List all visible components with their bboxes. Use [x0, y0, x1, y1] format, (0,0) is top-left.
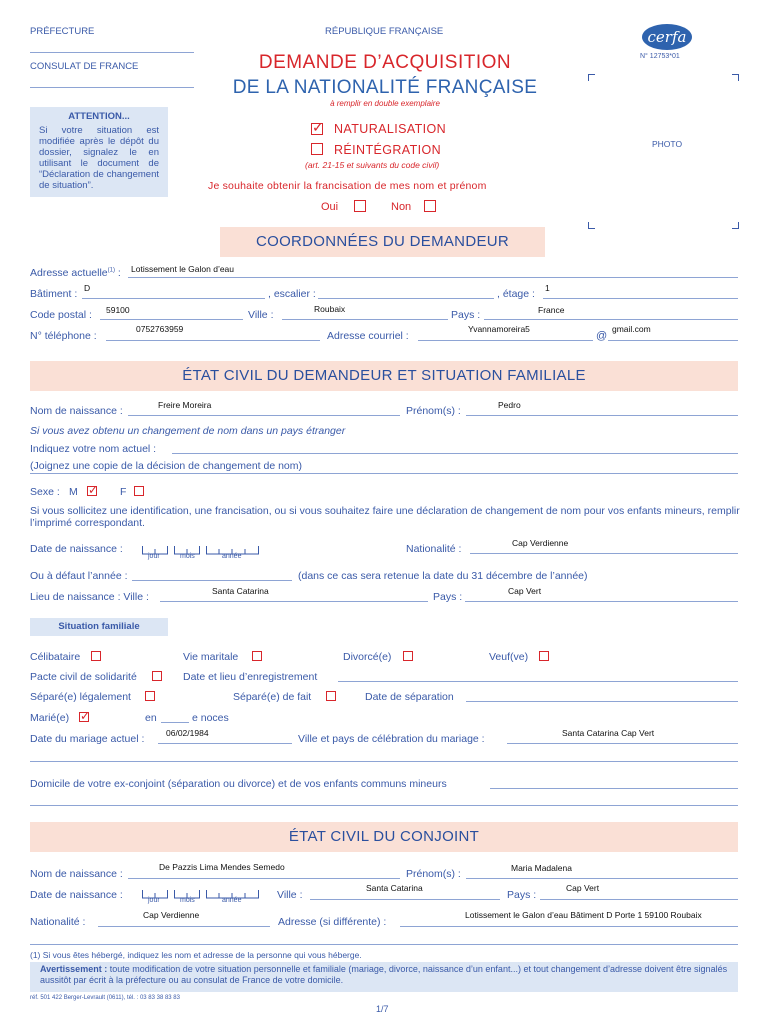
prefecture-label: PRÉFECTURE: [30, 26, 95, 37]
photo-corner-tl: [588, 74, 595, 81]
divorce-checkbox[interactable]: [403, 651, 413, 661]
conjoint-pays-value[interactable]: Cap Vert: [566, 883, 600, 893]
separe-fait-label: Séparé(e) de fait: [233, 691, 312, 703]
prenom-label: Prénom(s) :: [406, 405, 461, 417]
photo-corner-tr: [732, 74, 739, 81]
conjoint-nationalite-line: [98, 926, 270, 927]
ville-value[interactable]: Roubaix: [314, 304, 346, 314]
title-line2: DE LA NATIONALITÉ FRANÇAISE: [232, 77, 538, 98]
consulat-line: [30, 87, 194, 88]
etage-line: [543, 298, 738, 299]
naturalisation-label: NATURALISATION: [334, 122, 447, 136]
batiment-line: [82, 298, 265, 299]
reintegration-label: RÉINTÉGRATION: [334, 143, 442, 157]
escalier-label: , escalier :: [268, 288, 316, 300]
pays-naissance-label: Pays :: [433, 591, 463, 603]
etage-label: , étage :: [497, 288, 535, 300]
francisation-question: Je souhaite obtenir la francisation de mes nom et prénom: [208, 180, 487, 192]
conjoint-adresse-value[interactable]: Lotissement le Galon d’eau Bâtiment D Porte 1 59100 Roubaix: [465, 910, 702, 920]
cp-label: Code postal :: [30, 309, 92, 321]
non-label: Non: [391, 201, 412, 213]
domicile-label: Domicile de votre ex-conjoint (séparation ou divorce) et de vos enfants communs mineurs: [30, 778, 447, 790]
defaut-annee-label: Ou à défaut l’année :: [30, 570, 128, 582]
attention-title: ATTENTION...: [68, 111, 130, 122]
ville-label: Ville :: [248, 309, 274, 321]
pays-value[interactable]: France: [538, 305, 565, 315]
photo-label: PHOTO: [652, 139, 683, 149]
sexe-m-checkbox[interactable]: ✓: [88, 483, 99, 497]
conjoint-prenom-line: [466, 878, 738, 879]
non-checkbox[interactable]: [424, 200, 436, 212]
conjoint-adresse-label: Adresse (si différente) :: [278, 916, 387, 928]
avertissement-box: [30, 962, 738, 992]
footer-note: (1) Si vous êtes hébergé, indiquez les nom et adresse de la personne qui vous héberge.: [30, 950, 362, 960]
conjoint-prenom-label: Prénom(s) :: [406, 868, 461, 880]
mois-label: mois: [180, 553, 195, 560]
tel-line: [106, 340, 320, 341]
adresse-line: [128, 277, 738, 278]
joignez-line: [30, 473, 738, 474]
pays-line: [484, 319, 738, 320]
courriel-user[interactable]: Yvannamoreira5: [468, 324, 530, 334]
date-separation-line: [466, 701, 738, 702]
conjoint-date-label: Date de naissance :: [30, 889, 123, 901]
prefecture-line: [30, 52, 194, 53]
conjoint-mois-label: mois: [180, 897, 195, 904]
conjoint-nationalite-value[interactable]: Cap Verdienne: [143, 910, 200, 920]
vie-maritale-label: Vie maritale: [183, 651, 239, 663]
nom-actuel-label: Indiquez votre nom actuel :: [30, 443, 157, 455]
nom-actuel-line: [172, 453, 738, 454]
lieu-naissance-value[interactable]: Santa Catarina: [212, 586, 269, 596]
pays-naissance-line: [465, 601, 738, 602]
sexe-label: Sexe :: [30, 486, 60, 498]
sexe-f-checkbox[interactable]: [134, 486, 144, 496]
date-separation-label: Date de séparation: [365, 691, 454, 703]
section-etat-civil-title: ÉTAT CIVIL DU DEMANDEUR ET SITUATION FAMILIALE: [30, 361, 738, 391]
date-mariage-line: [158, 743, 292, 744]
separe-fait-checkbox[interactable]: [326, 691, 336, 701]
escalier-line: [318, 298, 494, 299]
cp-value[interactable]: 59100: [106, 305, 130, 315]
nom-naissance-line: [128, 415, 400, 416]
page-number: 1/7: [376, 1004, 389, 1014]
courriel-domain-line: [608, 340, 738, 341]
marie-label: Marié(e): [30, 712, 70, 724]
pays-label: Pays :: [451, 309, 481, 321]
articles-note: (art. 21-15 et suivants du code civil): [305, 160, 440, 170]
date-mariage-value[interactable]: 06/02/1984: [166, 728, 209, 738]
cp-line: [100, 319, 243, 320]
batiment-value[interactable]: D: [84, 283, 91, 293]
changement-note: Si vous avez obtenu un changement de nom dans un pays étranger: [30, 425, 346, 437]
section-conjoint-title: ÉTAT CIVIL DU CONJOINT: [30, 822, 738, 852]
cerfa-logo: cerfa: [642, 24, 692, 50]
pacs-checkbox[interactable]: [152, 671, 162, 681]
courriel-user-line: [418, 340, 593, 341]
blank-line: [30, 761, 738, 762]
jour-label: jour: [148, 553, 160, 560]
pacs-label: Pacte civil de solidarité: [30, 671, 137, 683]
date-naissance-label: Date de naissance :: [30, 543, 123, 555]
nationalite-label: Nationalité :: [406, 543, 462, 555]
republique-label: RÉPUBLIQUE FRANÇAISE: [325, 26, 444, 37]
lieu-naissance-label: Lieu de naissance : Ville :: [30, 591, 149, 603]
conjoint-ville-line: [310, 899, 500, 900]
consulat-label: CONSULAT DE FRANCE: [30, 61, 139, 72]
conjoint-ville-label: Ville :: [277, 889, 303, 901]
nom-naissance-label: Nom de naissance :: [30, 405, 123, 417]
noces-label: e noces: [192, 712, 229, 724]
sexe-m-label: M: [69, 486, 78, 498]
domicile-line-2: [30, 805, 738, 806]
oui-checkbox[interactable]: [354, 200, 366, 212]
ville-mariage-line: [507, 743, 738, 744]
joignez-note: (Joignez une copie de la décision de changement de nom): [30, 460, 303, 472]
prenom-line: [466, 415, 738, 416]
celibataire-label: Célibataire: [30, 651, 81, 663]
separe-legal-checkbox[interactable]: [145, 691, 155, 701]
conjoint-jour-label: jour: [148, 897, 160, 904]
subtitle: à remplir en double exemplaire: [330, 99, 440, 108]
celibataire-checkbox[interactable]: [91, 651, 101, 661]
pays-naissance-value[interactable]: Cap Vert: [508, 586, 542, 596]
conjoint-nom-value[interactable]: De Pazzis Lima Mendes Semedo: [159, 862, 285, 872]
courriel-label: Adresse courriel :: [327, 330, 409, 342]
defaut-annee-line: [132, 580, 292, 581]
divorce-label: Divorcé(e): [343, 651, 392, 663]
avertissement-text: toute modification de votre situation personnelle et familiale (mariage, divorce, naissance d’un enfant...) et tout changement d’adresse doivent être signalés aussitôt par écrit à la préfecture ou au consulat de France de votre domicile.: [40, 964, 728, 985]
avertissement-label: Avertissement :: [40, 964, 108, 974]
en-label: en: [145, 712, 157, 724]
domicile-line: [490, 788, 738, 789]
date-lieu-label: Date et lieu d’enregistrement: [183, 671, 318, 683]
date-mariage-label: Date du mariage actuel :: [30, 733, 145, 745]
tel-value[interactable]: 0752763959: [136, 324, 184, 334]
conjoint-adresse-line: [400, 926, 738, 927]
francisation-instructions: Si vous sollicitez une identification, une francisation, ou si vous souhaitez faire une déclaration de changement de nom pour vos enfants mineurs, remplir l’imprimé correspondant.: [30, 505, 740, 529]
reintegration-checkbox[interactable]: [311, 143, 323, 155]
batiment-label: Bâtiment :: [30, 288, 78, 300]
adresse-value[interactable]: Lotissement le Galon d’eau: [131, 264, 235, 274]
nom-naissance-value[interactable]: Freire Moreira: [158, 400, 212, 410]
conjoint-nom-line: [128, 878, 400, 879]
defaut-annee-note: (dans ce cas sera retenue la date du 31 décembre de l’année): [298, 570, 588, 582]
attention-text: Si votre situation est modifiée après le dépôt du dossier, signalez le en utilisant le document de “Déclaration de changement de situation”.: [39, 125, 159, 191]
etage-value[interactable]: 1: [545, 283, 550, 293]
sexe-f-label: F: [120, 486, 127, 498]
adresse-label: Adresse actuelle$^{(1)}$ :: [30, 267, 121, 279]
conjoint-nationalite-label: Nationalité :: [30, 916, 86, 928]
prenom-value[interactable]: Pedro: [498, 400, 521, 410]
attention-box: [30, 107, 168, 197]
section-coordonnees-title: COORDONNÉES DU DEMANDEUR: [220, 227, 545, 257]
conjoint-extra-line: [30, 944, 738, 945]
footer-ref: réf. 501 422 Berger-Levrault (0611), tél. : 03 83 38 83 83: [30, 995, 180, 1001]
photo-corner-bl: [588, 222, 595, 229]
situation-familiale-title: Situation familiale: [30, 618, 168, 636]
nationalite-value[interactable]: Cap Verdienne: [512, 538, 569, 548]
conjoint-annee-label: année: [222, 897, 242, 904]
courriel-at: @: [596, 330, 608, 342]
noces-line: [161, 722, 189, 723]
nationalite-line: [470, 553, 738, 554]
date-lieu-line: [338, 681, 738, 682]
veuf-label: Veuf(ve): [489, 651, 529, 663]
cerfa-number: N° 12753*01: [640, 53, 680, 60]
ville-mariage-value[interactable]: Santa Catarina Cap Vert: [562, 728, 655, 738]
conjoint-pays-line: [540, 899, 738, 900]
tel-label: N° téléphone :: [30, 330, 97, 342]
ville-line: [282, 319, 448, 320]
lieu-naissance-line: [160, 601, 428, 602]
veuf-checkbox[interactable]: [539, 651, 549, 661]
courriel-domain[interactable]: gmail.com: [612, 324, 651, 334]
conjoint-pays-label: Pays :: [507, 889, 537, 901]
title-line1: DEMANDE D’ACQUISITION: [258, 52, 512, 73]
marie-checkbox[interactable]: ✓: [80, 709, 91, 723]
conjoint-prenom-value[interactable]: Maria Madalena: [511, 863, 572, 873]
vie-maritale-checkbox[interactable]: [252, 651, 262, 661]
photo-corner-br: [732, 222, 739, 229]
naturalisation-checkbox[interactable]: ✓: [312, 119, 324, 135]
oui-label: Oui: [321, 201, 339, 213]
annee-label: année: [222, 553, 242, 560]
ville-mariage-label: Ville et pays de célébration du mariage :: [298, 733, 485, 745]
conjoint-nom-label: Nom de naissance :: [30, 868, 123, 880]
conjoint-ville-value[interactable]: Santa Catarina: [366, 883, 423, 893]
separe-legal-label: Séparé(e) légalement: [30, 691, 131, 703]
